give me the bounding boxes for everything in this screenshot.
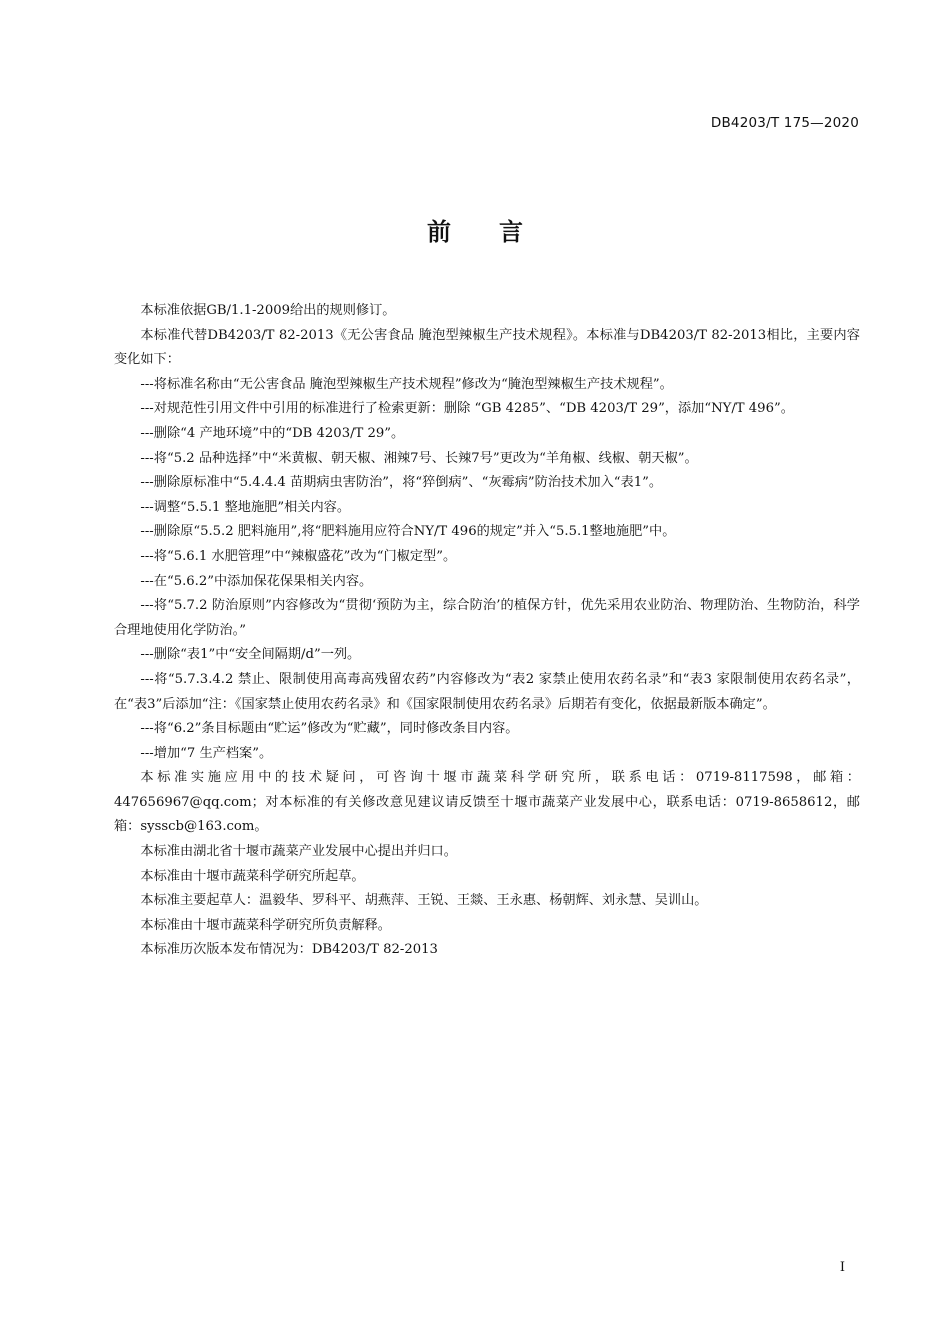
paragraph: 本标准主要起草人：温毅华、罗科平、胡燕萍、王锐、王燚、王永惠、杨朝辉、刘永慧、吴训山。 xyxy=(140,893,708,909)
paragraph: ---对规范性引用文件中引用的标准进行了检索更新：删除 “GB 4285”、“DB 4203/T 29”，添加“NY/T 496”。 xyxy=(140,401,794,417)
paragraph: 本标准代替DB4203/T 82-2013《无公害食品 腌泡型辣椒生产技术规程》。本标准与DB4203/T 82-2013相比，主要内容变化如下： xyxy=(114,327,860,368)
paragraph: ---增加“7 生产档案”。 xyxy=(140,745,273,761)
paragraph: ---删除“表1”中“安全间隔期/d”一列。 xyxy=(140,647,361,663)
paragraph: ---将“5.7.3.4.2 禁止、限制使用高毒高残留农药”内容修改为“表2 家禁止使用农药名录”和“表3 家限制使用农药名录”，在“表3”后添加“注：《国家禁止使用农药名录》和《国家限制使用农药名录》后期若有变化，依据最新版本确定”。 xyxy=(114,671,860,712)
paragraph: 本标准由十堰市蔬菜科学研究所起草。 xyxy=(140,868,365,884)
paragraph: 本标准历次版本发布情况为：DB4203/T 82-2013 xyxy=(140,942,438,958)
foreword-body xyxy=(114,299,860,963)
paragraph: 本标准由十堰市蔬菜科学研究所负责解释。 xyxy=(140,917,391,933)
paragraph: 本标准实施应用中的技术疑问，可咨询十堰市蔬菜科学研究所，联系电话：0719-8117598，邮箱：447656967@qq.com；对本标准的有关修改意见建议请反馈至十堰市蔬菜产业发展中心，联系电话：0719-8658612，邮箱：sysscb@163.com。 xyxy=(114,770,860,835)
paragraph: ---将“5.2 品种选择”中“米黄椒、朝天椒、湘辣7号、长辣7号”更改为“羊角椒、线椒、朝天椒”。 xyxy=(140,450,698,466)
page-number: I xyxy=(839,1260,845,1275)
paragraph: ---删除原标准中“5.4.4.4 苗期病虫害防治”，将“猝倒病”、“灰霉病”防治技术加入“表1”。 xyxy=(140,475,663,491)
paragraph: ---将“5.7.2 防治原则”内容修改为“贯彻‘预防为主，综合防治’的植保方针，优先采用农业防治、物理防治、生物防治，科学合理地使用化学防治。” xyxy=(114,598,860,638)
paragraph: ---将“6.2”条目标题由“贮运”修改为“贮藏”，同时修改条目内容。 xyxy=(140,721,519,737)
paragraph: 本标准由湖北省十堰市蔬菜产业发展中心提出并归口。 xyxy=(140,844,457,860)
paragraph: ---调整“5.5.1 整地施肥”相关内容。 xyxy=(140,499,351,515)
page-title: 前言 xyxy=(427,218,571,246)
paragraph: ---删除“4 产地环境”中的“DB 4203/T 29”。 xyxy=(140,425,405,441)
paragraph: ---将标准名称由“无公害食品 腌泡型辣椒生产技术规程”修改为“腌泡型辣椒生产技术规程”。 xyxy=(140,376,673,392)
paragraph: ---在“5.6.2”中添加保花保果相关内容。 xyxy=(140,573,373,589)
paragraph: 本标准依据GB/1.1-2009给出的规则修订。 xyxy=(140,303,396,318)
paragraph: ---将“5.6.1 水肥管理”中“辣椒盛花”改为“门椒定型”。 xyxy=(140,548,457,564)
paragraph: ---删除原“5.5.2 肥料施用”,将“肥料施用应符合NY/T 496的规定”并入“5.5.1整地施肥”中。 xyxy=(140,524,676,540)
document-code: DB4203/T 175—2020 xyxy=(710,115,859,131)
